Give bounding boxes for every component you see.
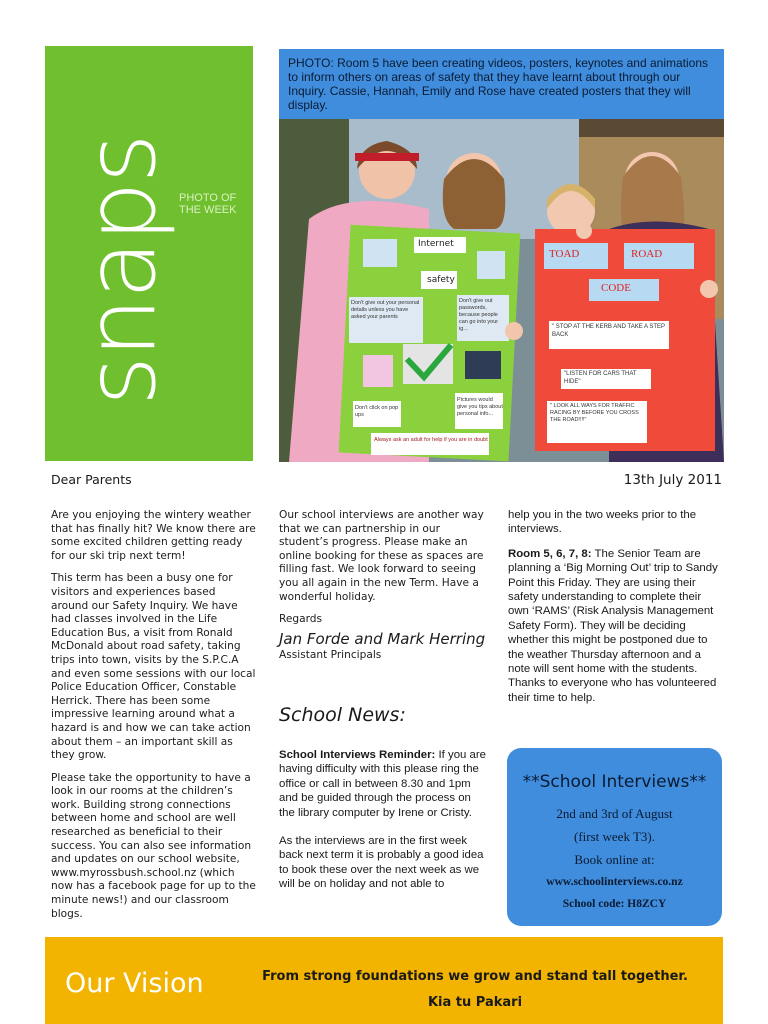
interviews-reminder — [279, 748, 489, 820]
poster-right-note-1: " STOP AT THE KERB AND TAKE A STEP BACK — [552, 324, 665, 338]
interviews-box-title: **School Interviews** — [522, 772, 707, 792]
paragraph: This term has been a busy one for visitors and experiences based around our Safety Inquiry. We have had classes involved in the Life Education Bus, a visit from Ronald McDonald about road safety, taking trips into town, visits by the S.P.C.A and even some sessions with our local Police Education Officer, Constable Herrick. There has been some impressive learning around what a hazard is and how we can take action about them – an important skill as they grow. — [51, 572, 256, 762]
interviews-box — [507, 748, 722, 926]
paragraph: help you in the two weeks prior to the interviews. — [508, 509, 697, 536]
poster-right-heading-2: ROAD — [631, 248, 663, 260]
interviews-book-online: Book online at: — [574, 852, 655, 867]
interviews-dates: 2nd and 3rd of August — [556, 806, 673, 821]
interviews-reminder-body: If you are having difficulty with this please ring the office or call in between 8.30 and 1pm and be guided through the process on the library computer by Irene or Cristy. — [279, 749, 486, 819]
photo-of-the-week-label: PHOTO OF THE WEEK — [179, 192, 237, 216]
poster-left-note-3: Don't click on pop ups — [355, 405, 399, 418]
signature: Jan Forde and Mark Herring — [279, 629, 486, 648]
interviews-reminder-title: School Interviews Reminder: — [279, 749, 436, 761]
poster-left-subheading: safety — [427, 275, 455, 285]
photo-caption: PHOTO: Room 5 have been creating videos, posters, keynotes and animations to inform others on areas of safety that they have learnt about through our Inquiry. Cassie, Hannah, Emily and Rose have created posters that they will display. — [279, 49, 724, 119]
paragraph: Our school interviews are another way that we can partnership in our student’s progress. Please make an online booking for these as spaces are filling fast. We look forward to seeing you all again in the new Term. Have a wonderful holiday. — [279, 509, 484, 603]
poster-left-note-4: Pictures would give you tips about personal info... — [457, 397, 503, 417]
letter-date: 13th July 2011 — [623, 472, 722, 488]
interviews-week: (first week T3). — [574, 829, 655, 844]
school-news-body — [279, 748, 489, 901]
signature-role: Assistant Principals — [279, 648, 382, 661]
poster-right-note-3: " LOOK ALL WAYS FOR TRAFFIC RACING BY BEFORE YOU CROSS THE ROAD!!!!" — [550, 403, 639, 423]
regards-text: Regards — [279, 613, 323, 626]
rooms-news — [508, 547, 724, 705]
letter-column-1 — [51, 509, 256, 930]
poster-left-note-1: Don't give out your personal details unless you have asked your parents — [351, 300, 420, 320]
vision-maori-motto: Kia tu Pakari — [427, 995, 523, 1010]
school-news-heading: School News: — [279, 704, 406, 726]
interviews-url[interactable]: www.schoolinterviews.co.nz — [546, 876, 683, 888]
poster-right-subheading: CODE — [601, 282, 631, 294]
interviews-school-code: School code: H8ZCY — [562, 898, 667, 910]
vision-heading: Our Vision — [65, 968, 204, 999]
paragraph: Are you enjoying the wintery weather that has finally hit? We know there are some excited children getting ready for our ski trip next term! — [51, 509, 256, 562]
paragraph: As the interviews are in the first week back next term it is probably a good idea to book these over the next week as we will be on holiday and not able to — [279, 835, 484, 891]
vision-motto: From strong foundations we grow and stand tall together. — [262, 969, 688, 984]
masthead-title: snaps — [65, 135, 177, 406]
paragraph: Please take the opportunity to have a look in our rooms at the children’s work. Building strong connections between home and school are well researched as beneficial to their success. You can also see information and updates on our school website, www.myrossbush.school.nz (which now has a facebook page for up to the minute news!) and our classroom blogs. — [51, 771, 256, 920]
poster-left-heading: Internet — [418, 239, 454, 249]
rooms-news-body: The Senior Team are planning a ‘Big Morning Out’ trip to Sandy Point this Friday. They are using their safety understanding to complete their own ‘RAMS’ (Risk Analysis Management Safety Form). They will be deciding whether this might be postponed due to the weather Thursday afternoon and a note will sent home with the students. Thanks to everyone who has volunteered their time to help. — [508, 547, 718, 704]
masthead-panel — [45, 46, 253, 461]
letter-column-2 — [279, 509, 489, 662]
poster-left-note-2: Don't give out passwords, because people can go into your ig... — [459, 298, 499, 332]
vision-band — [45, 937, 723, 1024]
poster-right-note-2: "LISTEN FOR CARS THAT HIDE" — [564, 371, 637, 385]
greeting: Dear Parents — [51, 472, 132, 487]
photo-of-the-week — [279, 119, 724, 462]
news-column-3 — [508, 508, 724, 714]
poster-left-note-5: Always ask an adult for help if you are in doubt — [374, 437, 488, 443]
rooms-news-title: Room 5, 6, 7, 8: — [508, 547, 592, 560]
poster-right-heading-1: TOAD — [549, 248, 580, 260]
